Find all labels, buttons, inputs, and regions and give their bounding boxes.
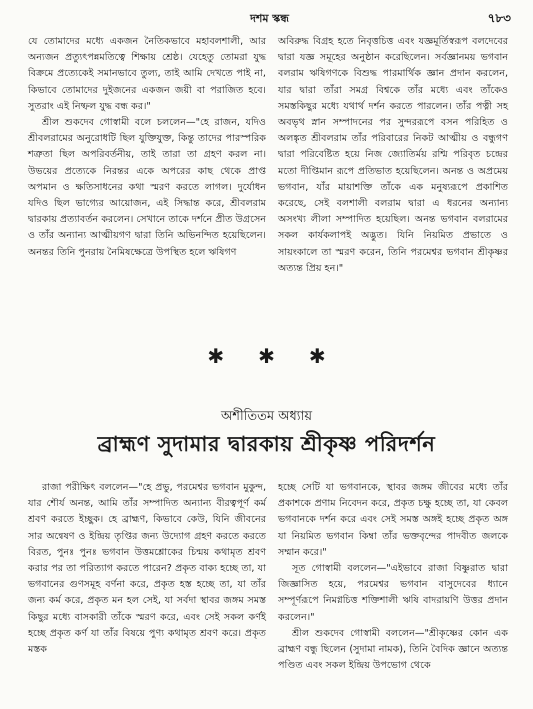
paragraph: হচ্ছে সেটি যা ভগবানকে, স্থাবর জঙ্গম জীবের মধ্যে তাঁর প্রকাশকে প্রণাম নিবেদন করে, প্রকৃত চক্ষু হচ্ছে তা, যা কেবল ভগবানকে দর্শন করে এবং সেই সমস্ত অঙ্গই হচ্ছে প্রকৃত অঙ্গ যা নিয়মিত ভগবান কিম্বা তাঁর ভক্তবৃন্দের পাদবীত জলকে সম্মান করে।": [278, 482, 508, 558]
paragraph: যে তোমাদের মধ্যে একজন নৈতিকভাবে মহাবলশালী, আর অন্যজন প্রত্যুৎপন্নমতিত্বে শিক্ষায় শ্রেষ্ঠ। যেহেতু তোমরা যুদ্ধ বিক্রমে প্রত্যেকেই সমানভাবে তুল্য, তাই আমি দেখতে পাই না, কিভাবে তোমাদের দুইজনের একজন জয়ী বা পরাজিত হবে। সুতরাং এই নিষ্ফল যুদ্ধ বন্ধ কর।": [28, 36, 266, 112]
top-right-column: [278, 34, 508, 277]
chapter-label: অশীতিতম অধ্যায়: [221, 409, 312, 424]
bottom-right-column: [278, 480, 508, 674]
paragraph: শ্রীল শুকদেব গোস্বামী বলে চললেন—"হে রাজন, যদিও শ্রীবলরামের অনুরোধটি ছিল যুক্তিযুক্ত, কিন্তু তাদের পারস্পরিক শত্রুতা ছিল অপরিবর্তনীয়, তাই তারা তা গ্রহণ করল না। উভয়ের প্রত্যেকে নিরন্তর একে অপরের কাছ থেকে প্রাপ্ত অপমান ও ক্ষতিসাধনের কথা স্মরণ করতে লাগল। দুর্যোধন যদিও ছিল ভাগ্যের আয়োজন, এই সিদ্ধান্ত করে, শ্রীবলরাম দ্বারকায় প্রত্যাবর্তন করলেন। সেখানে তাকে দর্শনে প্রীত উগ্রসেন ও তাঁর অন্যান্য আত্মীয়গণ দ্বারা তিনি অভিনন্দিত হয়েছিলেন। অনন্তর তিনি পুনরায় নৈমিষক্ষেত্রে উপস্থিত হলে ঋষিগণ: [28, 117, 267, 258]
paragraph: সূত গোস্বামী বললেন—"এইভাবে রাজা বিষ্ণুরাত দ্বারা জিজ্ঞাসিত হয়ে, পরমেশ্বর ভগবান বাসুদেবের ধ্যানে সম্পূর্ণরূপে নিমগ্নচিত্ত শক্তিশালী ঋষি বাদরায়ণি উত্তর প্রদান করলেন।": [278, 563, 508, 623]
paragraph: রাজা পরীক্ষিৎ বললেন—"হে প্রভু, পরমেশ্বর ভগবান মুকুন্দ, যার শৌর্য অনন্ত, আমি তাঁর সম্পাদিত অন্যান্য বীরত্বপূর্ণ কর্ম শ্রবণ করতে ইচ্ছুক। হে ব্রাহ্মণ, কিভাবে কেউ, যিনি জীবনের সার অন্বেষণ ও ইন্দ্রিয় তৃপ্তির জন্য উদ্যোগ গ্রহণ করতে করতে বিরত, পুনঃ পুনঃ ভগবান উত্তমশ্লোকের চিন্ময় কথামৃত শ্রবণ করার পর তা পরিত্যাগ করতে পারেন? প্রকৃত বাক্য হচ্ছে তা, যা ভগবানের গুণসমূহ বর্ণনা করে, প্রকৃত হস্ত হচ্ছে তা, যা তাঁর জন্য কর্ম করে, প্রকৃত মন হল সেই, যা সর্বদা স্থাবর জঙ্গম সমস্ত কিছুর মধ্যে বাসকারী তাঁকে স্মরণ করে, এবং সেই সকল কর্ণই হচ্ছে প্রকৃত কর্ণ যা তাঁর বিষয়ে পুণ্য কথামৃত শ্রবণ করে। প্রকৃত মস্তক: [28, 482, 266, 656]
section-separator: ✱✱✱: [207, 344, 360, 368]
page-number: ৭৮৩: [487, 11, 511, 25]
page-header: [28, 10, 511, 28]
top-left-column: [28, 34, 266, 261]
paragraph: অবিরুদ্ধ বিগ্রহ হতে নিবৃত্তচিত্ত এবং যজ্ঞমূর্তিস্বরূপ বলদেবের দ্বারা যজ্ঞ সমূহের অনুষ্ঠান করেছিলেন। সর্বজ্ঞানময় ভগবান বলরাম ঋষিগণকে বিশুদ্ধ পারমার্থিক জ্ঞান প্রদান করলেন, যার দ্বারা তাঁরা সমগ্র বিশ্বকে তাঁর মধ্যে এবং তাঁকেও সমস্তকিছুর মধ্যে যথার্থ দর্শন করতে পারলেন। তাঁর পত্নী সহ অবভৃথ স্নান সম্পাদনের পর সুন্দররূপে বসন পরিহিত ও অলঙ্কৃত শ্রীবলরাম তাঁর পরিবারের নিকট আত্মীয় ও বন্ধুগণ দ্বারা পরিবেষ্টিত হয়ে নিজ জ্যোতির্ময় রশ্মি পরিবৃত চন্দ্রের মতো দীপ্তিমান রূপে প্রতিভাত হয়েছিলেন। অনন্ত ও অপ্রমেয় ভগবান, যাঁর মায়াশক্তি তাঁকে এক মনুষ্যরূপে প্রকাশিত করেছে, সেই বলশালী বলরাম দ্বারা এ ধরনের অন্যান্য অসংখ্য লীলা সম্পাদিত হয়েছিল। অনন্ত ভগবান বলরামের সকল কার্যকলাপই অদ্ভুত। যিনি নিয়মিত প্রভাতে ও সায়ংকালে তা স্মরণ করেন, তিনি পরমেশ্বর ভগবান শ্রীকৃষ্ণর অত্যন্ত প্রিয় হন।": [278, 36, 508, 274]
bottom-left-column: [28, 480, 266, 658]
running-title: দশম স্কন্ধ: [250, 12, 289, 25]
chapter-title: ব্রাহ্মণ সুদামার দ্বারকায় শ্রীকৃষ্ণ পরিদর্শন: [97, 432, 436, 456]
paragraph: শ্রীল শুকদেব গোস্বামী বললেন—"শ্রীকৃষ্ণের কোন এক ব্রাহ্মণ বন্ধু ছিলেন (সুদামা নামক), তিনি বৈদিক জ্ঞানে অত্যন্ত পণ্ডিত এবং সকল ইন্দ্রিয় উপভোগ থেকে: [278, 627, 508, 672]
